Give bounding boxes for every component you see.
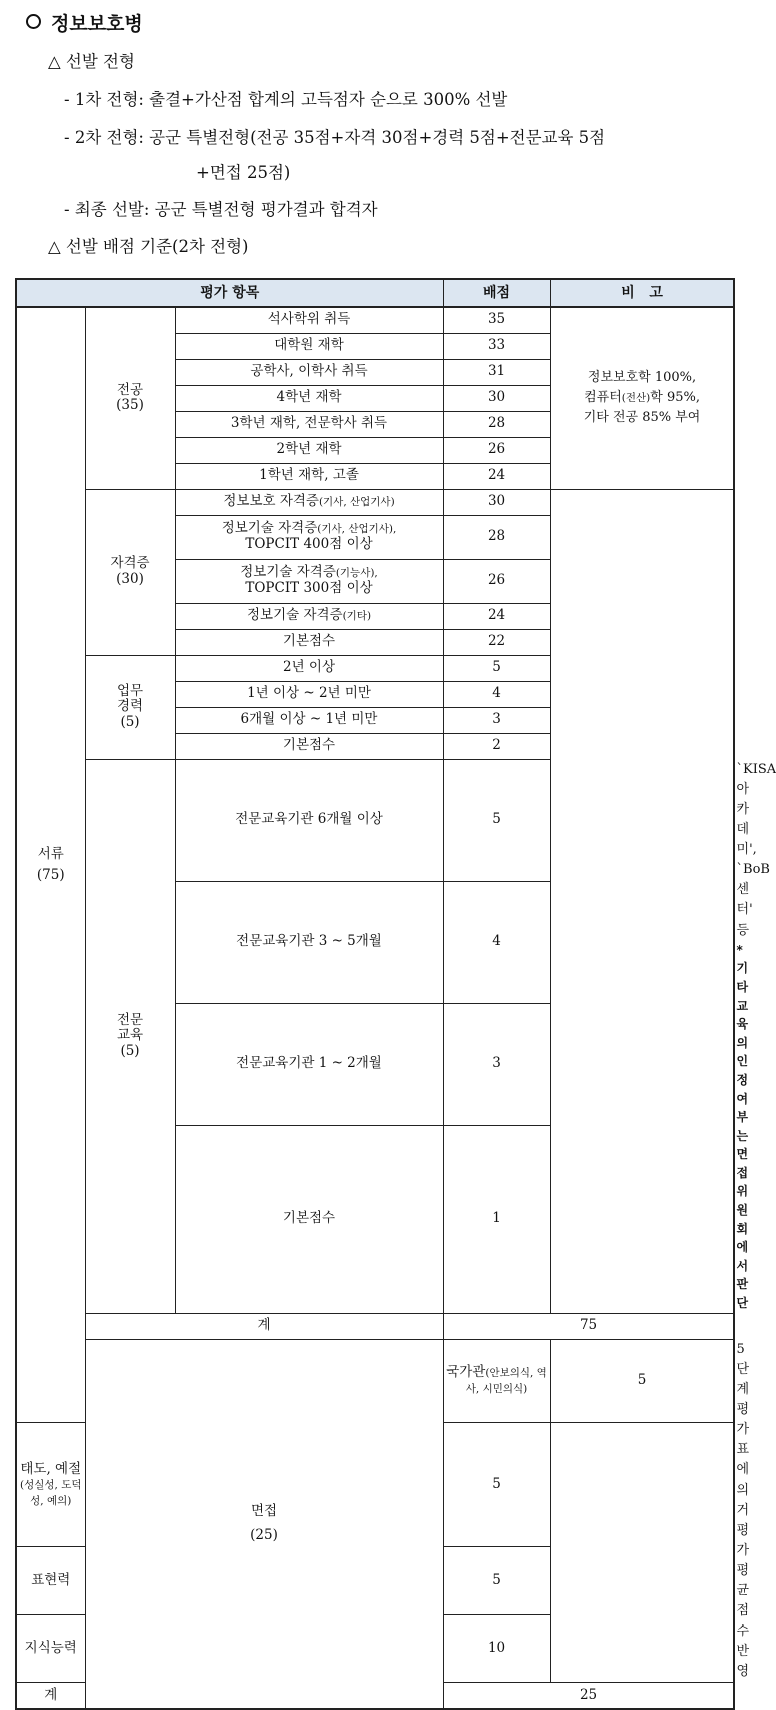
major-note-3: 기타 전공 85% 부여 [583, 410, 701, 426]
major-category [85, 307, 175, 489]
certificate-item-main: 정보보호 자격증 [223, 493, 319, 510]
empty-remark [550, 489, 734, 1313]
certificate-label: 자격증 [110, 555, 150, 572]
interview-score: 10 [443, 1615, 550, 1683]
major-score: 33 [443, 333, 550, 359]
career-score: 3 [443, 707, 550, 733]
final-selection-text: - 최종 선발: 공군 특별전형 평가결과 합격자 [64, 200, 378, 219]
major-item: 공학사, 이학사 취득 [175, 359, 443, 385]
career-score: 2 [443, 733, 550, 759]
table-row: 면접 (25) 국가관(안보의식, 역사, 시민의식) 5 5단계 평가표에 의거 평가 평균점수 반영 [16, 1339, 734, 1423]
major-score: 35 [443, 307, 550, 333]
education-label-2: 교육 [116, 1027, 144, 1044]
major-note-1: 정보보호학 100%, [587, 370, 697, 386]
education-score: 5 [443, 759, 550, 881]
interview-sum-label: 계 [16, 1683, 85, 1709]
career-item: 6개월 이상 ~ 1년 미만 [175, 707, 443, 733]
section-criteria: △ 선발 배점 기준(2차 전형) [48, 237, 249, 256]
education-label-1: 전문 [116, 1011, 144, 1028]
certificate-item-main: 정보기술 자격증 [221, 520, 318, 537]
major-note-2a: 컴퓨터 [584, 390, 622, 406]
documents-sum-row [16, 1313, 734, 1339]
circle-bullet-icon [26, 14, 41, 29]
interview-item [443, 1339, 550, 1423]
interview-score: 5 [443, 1423, 550, 1547]
certificate-score: 28 [443, 515, 550, 559]
certificate-item-line2: TOPCIT 300점 이상 [245, 580, 373, 596]
major-total: (35) [116, 397, 144, 414]
certificate-item-main: 정보기술 자격증 [246, 607, 343, 624]
education-item: 전문교육기관 3 ~ 5개월 [175, 881, 443, 1003]
major-note-2b: (전산) [621, 392, 651, 405]
major-item: 3학년 재학, 전문학사 취득 [175, 411, 443, 437]
major-item: 4학년 재학 [175, 385, 443, 411]
page-title [26, 14, 143, 34]
career-item: 2년 이상 [175, 655, 443, 681]
certificate-item [175, 559, 443, 603]
interview-item: 지식능력 [16, 1615, 85, 1683]
documents-label: 서류 [37, 845, 64, 862]
header-score: 배점 [443, 279, 550, 307]
table-row [16, 489, 734, 515]
second-stage-text-cont: +면접 25점) [196, 163, 291, 182]
certificate-item [175, 489, 443, 515]
major-item: 1학년 재학, 고졸 [175, 463, 443, 489]
interview-score: 5 [550, 1339, 734, 1423]
header-remark: 비 고 [550, 279, 734, 307]
table-header-row [16, 279, 734, 307]
major-note-2c: 학 95%, [650, 390, 700, 406]
career-label-2: 경력 [116, 698, 144, 715]
interview-item [16, 1423, 85, 1547]
education-category [85, 759, 175, 1313]
major-score: 28 [443, 411, 550, 437]
education-score: 3 [443, 1003, 550, 1125]
interview-item: 표현력 [16, 1547, 85, 1615]
table-row [16, 307, 734, 333]
interview-label: 면접 [250, 1503, 278, 1520]
certificate-item [175, 603, 443, 629]
certificate-category [85, 489, 175, 655]
career-category [85, 655, 175, 759]
section-selection-process: △ 선발 전형 [48, 52, 135, 71]
career-score: 5 [443, 655, 550, 681]
header-item: 평가 항목 [16, 279, 443, 307]
major-item: 2학년 재학 [175, 437, 443, 463]
interview-item-sub: (안보의식, 역사, 시민의식) [465, 1367, 547, 1395]
certificate-total: (30) [116, 571, 144, 587]
interview-category [85, 1339, 443, 1708]
interview-total: (25) [250, 1526, 278, 1543]
certificate-score: 24 [443, 603, 550, 629]
certificate-item-line2: TOPCIT 400점 이상 [245, 536, 373, 552]
interview-score: 5 [443, 1547, 550, 1615]
score-table [15, 278, 776, 1710]
certificate-item-sub: (기사, 산업기사) [318, 496, 395, 509]
table-row: 전문 교육 (5) 전문교육기관 6개월 이상 5 `KISA 아카데미', `BoB센터' 등 * 기타 교육의 인정여부는 면접위원회에서 판단 [16, 759, 734, 881]
career-total: (5) [120, 713, 140, 730]
major-label: 전공 [116, 381, 144, 398]
major-item: 대학원 재학 [175, 333, 443, 359]
documents-sum-value: 75 [443, 1313, 734, 1339]
major-score: 24 [443, 463, 550, 489]
education-item: 기본점수 [175, 1125, 443, 1313]
documents-category [16, 307, 85, 1423]
certificate-score: 30 [443, 489, 550, 515]
education-score: 1 [443, 1125, 550, 1313]
second-stage-text: - 2차 전형: 공군 특별전형(전공 35점+자격 30점+경력 5점+전문교육 5점 [64, 128, 606, 147]
first-stage-text: - 1차 전형: 출결+가산점 합계의 고득점자 순으로 300% 선발 [64, 90, 508, 109]
certificate-item-sub: (기타) [342, 610, 372, 623]
interview-item-main: 태도, 예절 [20, 1460, 82, 1477]
certificate-score: 22 [443, 629, 550, 655]
education-item: 전문교육기관 6개월 이상 [175, 759, 443, 881]
education-total: (5) [120, 1042, 140, 1059]
major-score: 31 [443, 359, 550, 385]
major-remark [550, 307, 734, 489]
interview-item-sub: (성실성, 도덕성, 예의) [20, 1479, 82, 1507]
certificate-item-main: 정보기술 자격증 [240, 564, 336, 581]
documents-total: (75) [36, 867, 65, 884]
career-item: 1년 이상 ~ 2년 미만 [175, 681, 443, 707]
documents-sum-label: 계 [85, 1313, 443, 1339]
career-label-1: 업무 [116, 682, 144, 699]
certificate-item: 기본점수 [175, 629, 443, 655]
major-note-2 [553, 388, 732, 408]
education-item: 전문교육기관 1 ~ 2개월 [175, 1003, 443, 1125]
major-score: 30 [443, 385, 550, 411]
major-item: 석사학위 취득 [175, 307, 443, 333]
education-score: 4 [443, 881, 550, 1003]
career-item: 기본점수 [175, 733, 443, 759]
certificate-item-sub: (기사, 산업기사), [317, 523, 397, 536]
page-title-text: 정보보호병 [51, 13, 143, 35]
certificate-item-sub: (기능사), [335, 567, 378, 580]
certificate-score: 26 [443, 559, 550, 603]
interview-item-main: 국가관 [446, 1364, 486, 1381]
interview-sum-value: 25 [443, 1683, 734, 1709]
major-score: 26 [443, 437, 550, 463]
career-score: 4 [443, 681, 550, 707]
certificate-item [175, 515, 443, 559]
